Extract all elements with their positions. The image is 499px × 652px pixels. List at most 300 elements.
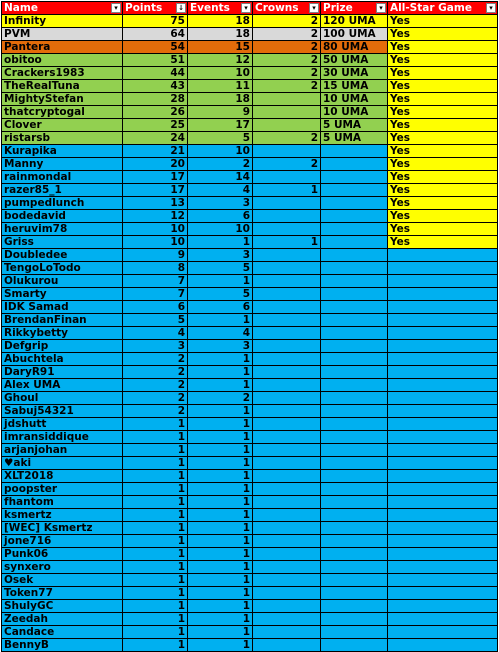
cell-prize[interactable]: 10 UMA — [321, 106, 388, 119]
cell-name[interactable]: Punk06 — [2, 548, 123, 561]
cell-points[interactable]: 26 — [123, 106, 188, 119]
cell-prize[interactable] — [321, 392, 388, 405]
cell-points[interactable]: 1 — [123, 418, 188, 431]
cell-allstar[interactable] — [388, 535, 498, 548]
cell-allstar[interactable]: Yes — [388, 41, 498, 54]
cell-points[interactable]: 1 — [123, 431, 188, 444]
cell-prize[interactable] — [321, 639, 388, 652]
cell-allstar[interactable] — [388, 353, 498, 366]
cell-name[interactable]: heruvim78 — [2, 223, 123, 236]
cell-prize[interactable] — [321, 340, 388, 353]
cell-events[interactable]: 3 — [188, 249, 253, 262]
cell-points[interactable]: 3 — [123, 340, 188, 353]
cell-points[interactable]: 25 — [123, 119, 188, 132]
cell-points[interactable]: 43 — [123, 80, 188, 93]
cell-crowns[interactable] — [253, 197, 321, 210]
cell-name[interactable]: Manny — [2, 158, 123, 171]
cell-events[interactable]: 1 — [188, 379, 253, 392]
cell-events[interactable]: 18 — [188, 15, 253, 28]
column-header-name[interactable] — [2, 2, 123, 15]
cell-name[interactable]: Infinity — [2, 15, 123, 28]
cell-name[interactable]: Crackers1983 — [2, 67, 123, 80]
column-header-crowns[interactable] — [253, 2, 321, 15]
cell-name[interactable]: obitoo — [2, 54, 123, 67]
column-header-prize[interactable] — [321, 2, 388, 15]
cell-name[interactable]: Rikkybetty — [2, 327, 123, 340]
cell-prize[interactable] — [321, 496, 388, 509]
cell-points[interactable]: 10 — [123, 236, 188, 249]
cell-events[interactable]: 1 — [188, 535, 253, 548]
cell-name[interactable]: Sabuj54321 — [2, 405, 123, 418]
cell-crowns[interactable] — [253, 587, 321, 600]
cell-points[interactable]: 2 — [123, 366, 188, 379]
cell-allstar[interactable]: Yes — [388, 28, 498, 41]
cell-points[interactable]: 21 — [123, 145, 188, 158]
cell-crowns[interactable] — [253, 353, 321, 366]
cell-allstar[interactable]: Yes — [388, 67, 498, 80]
cell-name[interactable]: Osek — [2, 574, 123, 587]
sort-descending-icon[interactable]: ↓ — [176, 3, 186, 13]
cell-crowns[interactable]: 2 — [253, 158, 321, 171]
cell-allstar[interactable] — [388, 496, 498, 509]
cell-crowns[interactable] — [253, 145, 321, 158]
cell-crowns[interactable] — [253, 574, 321, 587]
cell-allstar[interactable] — [388, 301, 498, 314]
cell-allstar[interactable] — [388, 457, 498, 470]
cell-crowns[interactable] — [253, 535, 321, 548]
cell-crowns[interactable] — [253, 275, 321, 288]
cell-events[interactable]: 1 — [188, 496, 253, 509]
cell-prize[interactable] — [321, 314, 388, 327]
cell-events[interactable]: 1 — [188, 613, 253, 626]
cell-prize[interactable]: 50 UMA — [321, 54, 388, 67]
cell-name[interactable]: pumpedlunch — [2, 197, 123, 210]
cell-allstar[interactable] — [388, 626, 498, 639]
cell-name[interactable]: poopster — [2, 483, 123, 496]
cell-points[interactable]: 2 — [123, 379, 188, 392]
cell-name[interactable]: MightyStefan — [2, 93, 123, 106]
cell-points[interactable]: 1 — [123, 509, 188, 522]
cell-prize[interactable] — [321, 366, 388, 379]
cell-prize[interactable] — [321, 574, 388, 587]
cell-name[interactable]: Abuchtela — [2, 353, 123, 366]
cell-allstar[interactable]: Yes — [388, 158, 498, 171]
cell-name[interactable]: TengoLoTodo — [2, 262, 123, 275]
cell-points[interactable]: 1 — [123, 535, 188, 548]
cell-events[interactable]: 1 — [188, 522, 253, 535]
cell-events[interactable]: 9 — [188, 106, 253, 119]
cell-prize[interactable] — [321, 535, 388, 548]
cell-crowns[interactable] — [253, 106, 321, 119]
cell-crowns[interactable] — [253, 626, 321, 639]
cell-events[interactable]: 18 — [188, 93, 253, 106]
cell-crowns[interactable] — [253, 561, 321, 574]
cell-name[interactable]: BennyB — [2, 639, 123, 652]
cell-prize[interactable] — [321, 288, 388, 301]
cell-allstar[interactable] — [388, 574, 498, 587]
filter-dropdown-icon[interactable]: ▾ — [241, 3, 251, 13]
cell-points[interactable]: 1 — [123, 496, 188, 509]
cell-allstar[interactable] — [388, 431, 498, 444]
cell-allstar[interactable] — [388, 340, 498, 353]
cell-points[interactable]: 44 — [123, 67, 188, 80]
cell-crowns[interactable]: 2 — [253, 15, 321, 28]
cell-allstar[interactable] — [388, 561, 498, 574]
cell-prize[interactable] — [321, 509, 388, 522]
cell-prize[interactable] — [321, 548, 388, 561]
cell-events[interactable]: 1 — [188, 275, 253, 288]
cell-name[interactable]: synxero — [2, 561, 123, 574]
cell-name[interactable]: Clover — [2, 119, 123, 132]
cell-points[interactable]: 24 — [123, 132, 188, 145]
cell-events[interactable]: 1 — [188, 431, 253, 444]
cell-points[interactable]: 4 — [123, 327, 188, 340]
cell-events[interactable]: 5 — [188, 132, 253, 145]
cell-allstar[interactable] — [388, 444, 498, 457]
cell-name[interactable]: Defgrip — [2, 340, 123, 353]
cell-events[interactable]: 17 — [188, 119, 253, 132]
cell-events[interactable]: 2 — [188, 158, 253, 171]
cell-crowns[interactable]: 2 — [253, 28, 321, 41]
cell-prize[interactable] — [321, 457, 388, 470]
cell-name[interactable]: Token77 — [2, 587, 123, 600]
cell-name[interactable]: imransiddique — [2, 431, 123, 444]
cell-name[interactable]: ristarsb — [2, 132, 123, 145]
cell-points[interactable]: 13 — [123, 197, 188, 210]
cell-points[interactable]: 1 — [123, 470, 188, 483]
cell-allstar[interactable] — [388, 587, 498, 600]
cell-crowns[interactable]: 2 — [253, 132, 321, 145]
cell-events[interactable]: 10 — [188, 67, 253, 80]
cell-events[interactable]: 1 — [188, 639, 253, 652]
cell-prize[interactable] — [321, 405, 388, 418]
cell-prize[interactable] — [321, 327, 388, 340]
cell-points[interactable]: 1 — [123, 444, 188, 457]
cell-name[interactable]: Zeedah — [2, 613, 123, 626]
cell-points[interactable]: 2 — [123, 405, 188, 418]
cell-crowns[interactable] — [253, 340, 321, 353]
cell-allstar[interactable]: Yes — [388, 93, 498, 106]
cell-prize[interactable] — [321, 379, 388, 392]
cell-crowns[interactable] — [253, 405, 321, 418]
cell-events[interactable]: 1 — [188, 574, 253, 587]
cell-prize[interactable] — [321, 210, 388, 223]
cell-crowns[interactable] — [253, 301, 321, 314]
cell-prize[interactable] — [321, 626, 388, 639]
cell-crowns[interactable] — [253, 470, 321, 483]
cell-allstar[interactable] — [388, 418, 498, 431]
cell-crowns[interactable] — [253, 509, 321, 522]
cell-allstar[interactable] — [388, 405, 498, 418]
cell-points[interactable]: 1 — [123, 600, 188, 613]
cell-prize[interactable] — [321, 561, 388, 574]
cell-allstar[interactable]: Yes — [388, 210, 498, 223]
cell-crowns[interactable] — [253, 93, 321, 106]
cell-events[interactable]: 1 — [188, 600, 253, 613]
cell-crowns[interactable]: 1 — [253, 236, 321, 249]
cell-events[interactable]: 1 — [188, 470, 253, 483]
cell-allstar[interactable] — [388, 327, 498, 340]
cell-name[interactable]: thatcryptogal — [2, 106, 123, 119]
cell-points[interactable]: 1 — [123, 483, 188, 496]
cell-name[interactable]: ShulyGC — [2, 600, 123, 613]
cell-allstar[interactable] — [388, 483, 498, 496]
cell-name[interactable]: XLT2018 — [2, 470, 123, 483]
cell-allstar[interactable] — [388, 249, 498, 262]
cell-crowns[interactable] — [253, 379, 321, 392]
column-header-points[interactable] — [123, 2, 188, 15]
cell-events[interactable]: 1 — [188, 509, 253, 522]
cell-name[interactable]: Ghoul — [2, 392, 123, 405]
cell-prize[interactable]: 5 UMA — [321, 132, 388, 145]
cell-allstar[interactable] — [388, 314, 498, 327]
cell-name[interactable]: IDK Samad — [2, 301, 123, 314]
cell-crowns[interactable] — [253, 418, 321, 431]
cell-crowns[interactable] — [253, 639, 321, 652]
filter-dropdown-icon[interactable]: ▾ — [111, 3, 121, 13]
cell-prize[interactable] — [321, 158, 388, 171]
cell-events[interactable]: 3 — [188, 197, 253, 210]
cell-prize[interactable]: 30 UMA — [321, 67, 388, 80]
cell-prize[interactable] — [321, 262, 388, 275]
cell-prize[interactable]: 10 UMA — [321, 93, 388, 106]
cell-allstar[interactable] — [388, 366, 498, 379]
cell-allstar[interactable] — [388, 288, 498, 301]
cell-points[interactable]: 6 — [123, 301, 188, 314]
cell-points[interactable]: 54 — [123, 41, 188, 54]
cell-allstar[interactable] — [388, 613, 498, 626]
cell-crowns[interactable] — [253, 366, 321, 379]
cell-name[interactable]: bodedavid — [2, 210, 123, 223]
cell-name[interactable]: Griss — [2, 236, 123, 249]
cell-crowns[interactable]: 2 — [253, 67, 321, 80]
cell-prize[interactable] — [321, 145, 388, 158]
cell-allstar[interactable]: Yes — [388, 171, 498, 184]
cell-events[interactable]: 1 — [188, 366, 253, 379]
cell-allstar[interactable]: Yes — [388, 80, 498, 93]
cell-crowns[interactable] — [253, 288, 321, 301]
cell-name[interactable]: Pantera — [2, 41, 123, 54]
cell-name[interactable]: TheRealTuna — [2, 80, 123, 93]
cell-points[interactable]: 1 — [123, 626, 188, 639]
cell-events[interactable]: 10 — [188, 223, 253, 236]
cell-prize[interactable]: 80 UMA — [321, 41, 388, 54]
cell-crowns[interactable] — [253, 249, 321, 262]
cell-crowns[interactable] — [253, 327, 321, 340]
cell-prize[interactable] — [321, 184, 388, 197]
cell-crowns[interactable] — [253, 431, 321, 444]
cell-allstar[interactable]: Yes — [388, 132, 498, 145]
cell-name[interactable]: ksmertz — [2, 509, 123, 522]
filter-dropdown-icon[interactable]: ▾ — [376, 3, 386, 13]
cell-events[interactable]: 2 — [188, 392, 253, 405]
cell-events[interactable]: 1 — [188, 444, 253, 457]
cell-crowns[interactable]: 2 — [253, 80, 321, 93]
cell-points[interactable]: 1 — [123, 574, 188, 587]
cell-points[interactable]: 9 — [123, 249, 188, 262]
cell-name[interactable]: Candace — [2, 626, 123, 639]
cell-prize[interactable]: 120 UMA — [321, 15, 388, 28]
cell-prize[interactable] — [321, 353, 388, 366]
cell-points[interactable]: 2 — [123, 353, 188, 366]
cell-prize[interactable] — [321, 418, 388, 431]
cell-crowns[interactable]: 2 — [253, 41, 321, 54]
cell-prize[interactable] — [321, 275, 388, 288]
cell-crowns[interactable] — [253, 171, 321, 184]
cell-points[interactable]: 1 — [123, 457, 188, 470]
cell-allstar[interactable]: Yes — [388, 184, 498, 197]
cell-crowns[interactable] — [253, 119, 321, 132]
cell-events[interactable]: 6 — [188, 301, 253, 314]
filter-dropdown-icon[interactable]: ▾ — [309, 3, 319, 13]
cell-allstar[interactable]: Yes — [388, 223, 498, 236]
cell-events[interactable]: 1 — [188, 457, 253, 470]
cell-events[interactable]: 1 — [188, 626, 253, 639]
cell-crowns[interactable] — [253, 392, 321, 405]
cell-points[interactable]: 7 — [123, 288, 188, 301]
cell-crowns[interactable] — [253, 522, 321, 535]
cell-crowns[interactable] — [253, 444, 321, 457]
cell-allstar[interactable] — [388, 379, 498, 392]
cell-allstar[interactable]: Yes — [388, 236, 498, 249]
cell-points[interactable]: 1 — [123, 613, 188, 626]
cell-allstar[interactable] — [388, 275, 498, 288]
cell-events[interactable]: 1 — [188, 418, 253, 431]
cell-points[interactable]: 7 — [123, 275, 188, 288]
cell-name[interactable]: PVM — [2, 28, 123, 41]
cell-points[interactable]: 17 — [123, 184, 188, 197]
cell-events[interactable]: 1 — [188, 548, 253, 561]
cell-name[interactable]: Alex UMA — [2, 379, 123, 392]
cell-events[interactable]: 1 — [188, 314, 253, 327]
cell-points[interactable]: 1 — [123, 522, 188, 535]
cell-points[interactable]: 51 — [123, 54, 188, 67]
cell-crowns[interactable] — [253, 262, 321, 275]
cell-events[interactable]: 11 — [188, 80, 253, 93]
cell-events[interactable]: 1 — [188, 587, 253, 600]
cell-prize[interactable] — [321, 301, 388, 314]
cell-crowns[interactable] — [253, 483, 321, 496]
cell-events[interactable]: 18 — [188, 28, 253, 41]
cell-prize[interactable] — [321, 600, 388, 613]
cell-name[interactable]: DaryR91 — [2, 366, 123, 379]
cell-allstar[interactable]: Yes — [388, 15, 498, 28]
cell-crowns[interactable]: 2 — [253, 54, 321, 67]
cell-crowns[interactable] — [253, 613, 321, 626]
cell-events[interactable]: 5 — [188, 262, 253, 275]
cell-name[interactable]: Doubledee — [2, 249, 123, 262]
cell-prize[interactable] — [321, 223, 388, 236]
cell-events[interactable]: 1 — [188, 561, 253, 574]
cell-points[interactable]: 1 — [123, 587, 188, 600]
cell-prize[interactable] — [321, 236, 388, 249]
cell-prize[interactable] — [321, 197, 388, 210]
cell-points[interactable]: 10 — [123, 223, 188, 236]
cell-crowns[interactable] — [253, 496, 321, 509]
cell-events[interactable]: 1 — [188, 405, 253, 418]
cell-name[interactable]: jdshutt — [2, 418, 123, 431]
cell-prize[interactable] — [321, 171, 388, 184]
cell-points[interactable]: 28 — [123, 93, 188, 106]
cell-crowns[interactable] — [253, 600, 321, 613]
cell-allstar[interactable]: Yes — [388, 54, 498, 67]
cell-allstar[interactable] — [388, 509, 498, 522]
cell-events[interactable]: 1 — [188, 483, 253, 496]
cell-points[interactable]: 75 — [123, 15, 188, 28]
cell-prize[interactable] — [321, 470, 388, 483]
cell-name[interactable]: razer85_1 — [2, 184, 123, 197]
cell-points[interactable]: 12 — [123, 210, 188, 223]
cell-prize[interactable]: 5 UMA — [321, 119, 388, 132]
cell-name[interactable]: Kurapika — [2, 145, 123, 158]
cell-crowns[interactable] — [253, 314, 321, 327]
cell-name[interactable]: arjanjohan — [2, 444, 123, 457]
cell-name[interactable]: BrendanFinan — [2, 314, 123, 327]
cell-allstar[interactable]: Yes — [388, 145, 498, 158]
cell-allstar[interactable] — [388, 470, 498, 483]
cell-name[interactable]: fhantom — [2, 496, 123, 509]
cell-name[interactable]: rainmondal — [2, 171, 123, 184]
cell-events[interactable]: 15 — [188, 41, 253, 54]
cell-prize[interactable] — [321, 522, 388, 535]
cell-events[interactable]: 1 — [188, 353, 253, 366]
cell-events[interactable]: 10 — [188, 145, 253, 158]
cell-prize[interactable] — [321, 613, 388, 626]
column-header-events[interactable] — [188, 2, 253, 15]
cell-name[interactable]: Smarty — [2, 288, 123, 301]
cell-prize[interactable]: 15 UMA — [321, 80, 388, 93]
cell-prize[interactable] — [321, 431, 388, 444]
cell-allstar[interactable]: Yes — [388, 119, 498, 132]
cell-points[interactable]: 64 — [123, 28, 188, 41]
cell-prize[interactable] — [321, 587, 388, 600]
cell-points[interactable]: 1 — [123, 639, 188, 652]
cell-crowns[interactable] — [253, 548, 321, 561]
cell-crowns[interactable] — [253, 457, 321, 470]
cell-prize[interactable] — [321, 444, 388, 457]
cell-points[interactable]: 1 — [123, 561, 188, 574]
cell-events[interactable]: 12 — [188, 54, 253, 67]
cell-allstar[interactable] — [388, 548, 498, 561]
cell-points[interactable]: 5 — [123, 314, 188, 327]
cell-events[interactable]: 3 — [188, 340, 253, 353]
cell-events[interactable]: 1 — [188, 236, 253, 249]
cell-prize[interactable] — [321, 249, 388, 262]
cell-allstar[interactable] — [388, 392, 498, 405]
cell-name[interactable]: jone716 — [2, 535, 123, 548]
cell-prize[interactable]: 100 UMA — [321, 28, 388, 41]
cell-crowns[interactable]: 1 — [253, 184, 321, 197]
cell-events[interactable]: 4 — [188, 327, 253, 340]
cell-points[interactable]: 17 — [123, 171, 188, 184]
cell-allstar[interactable] — [388, 639, 498, 652]
cell-points[interactable]: 2 — [123, 392, 188, 405]
cell-events[interactable]: 14 — [188, 171, 253, 184]
filter-dropdown-icon[interactable]: ▾ — [486, 3, 496, 13]
cell-allstar[interactable] — [388, 600, 498, 613]
cell-prize[interactable] — [321, 483, 388, 496]
cell-events[interactable]: 4 — [188, 184, 253, 197]
cell-name[interactable]: [WEC] Ksmertz — [2, 522, 123, 535]
cell-points[interactable]: 8 — [123, 262, 188, 275]
cell-events[interactable]: 6 — [188, 210, 253, 223]
cell-points[interactable]: 1 — [123, 548, 188, 561]
cell-allstar[interactable]: Yes — [388, 106, 498, 119]
cell-crowns[interactable] — [253, 223, 321, 236]
cell-points[interactable]: 20 — [123, 158, 188, 171]
cell-name[interactable]: ♥aki — [2, 457, 123, 470]
cell-crowns[interactable] — [253, 210, 321, 223]
